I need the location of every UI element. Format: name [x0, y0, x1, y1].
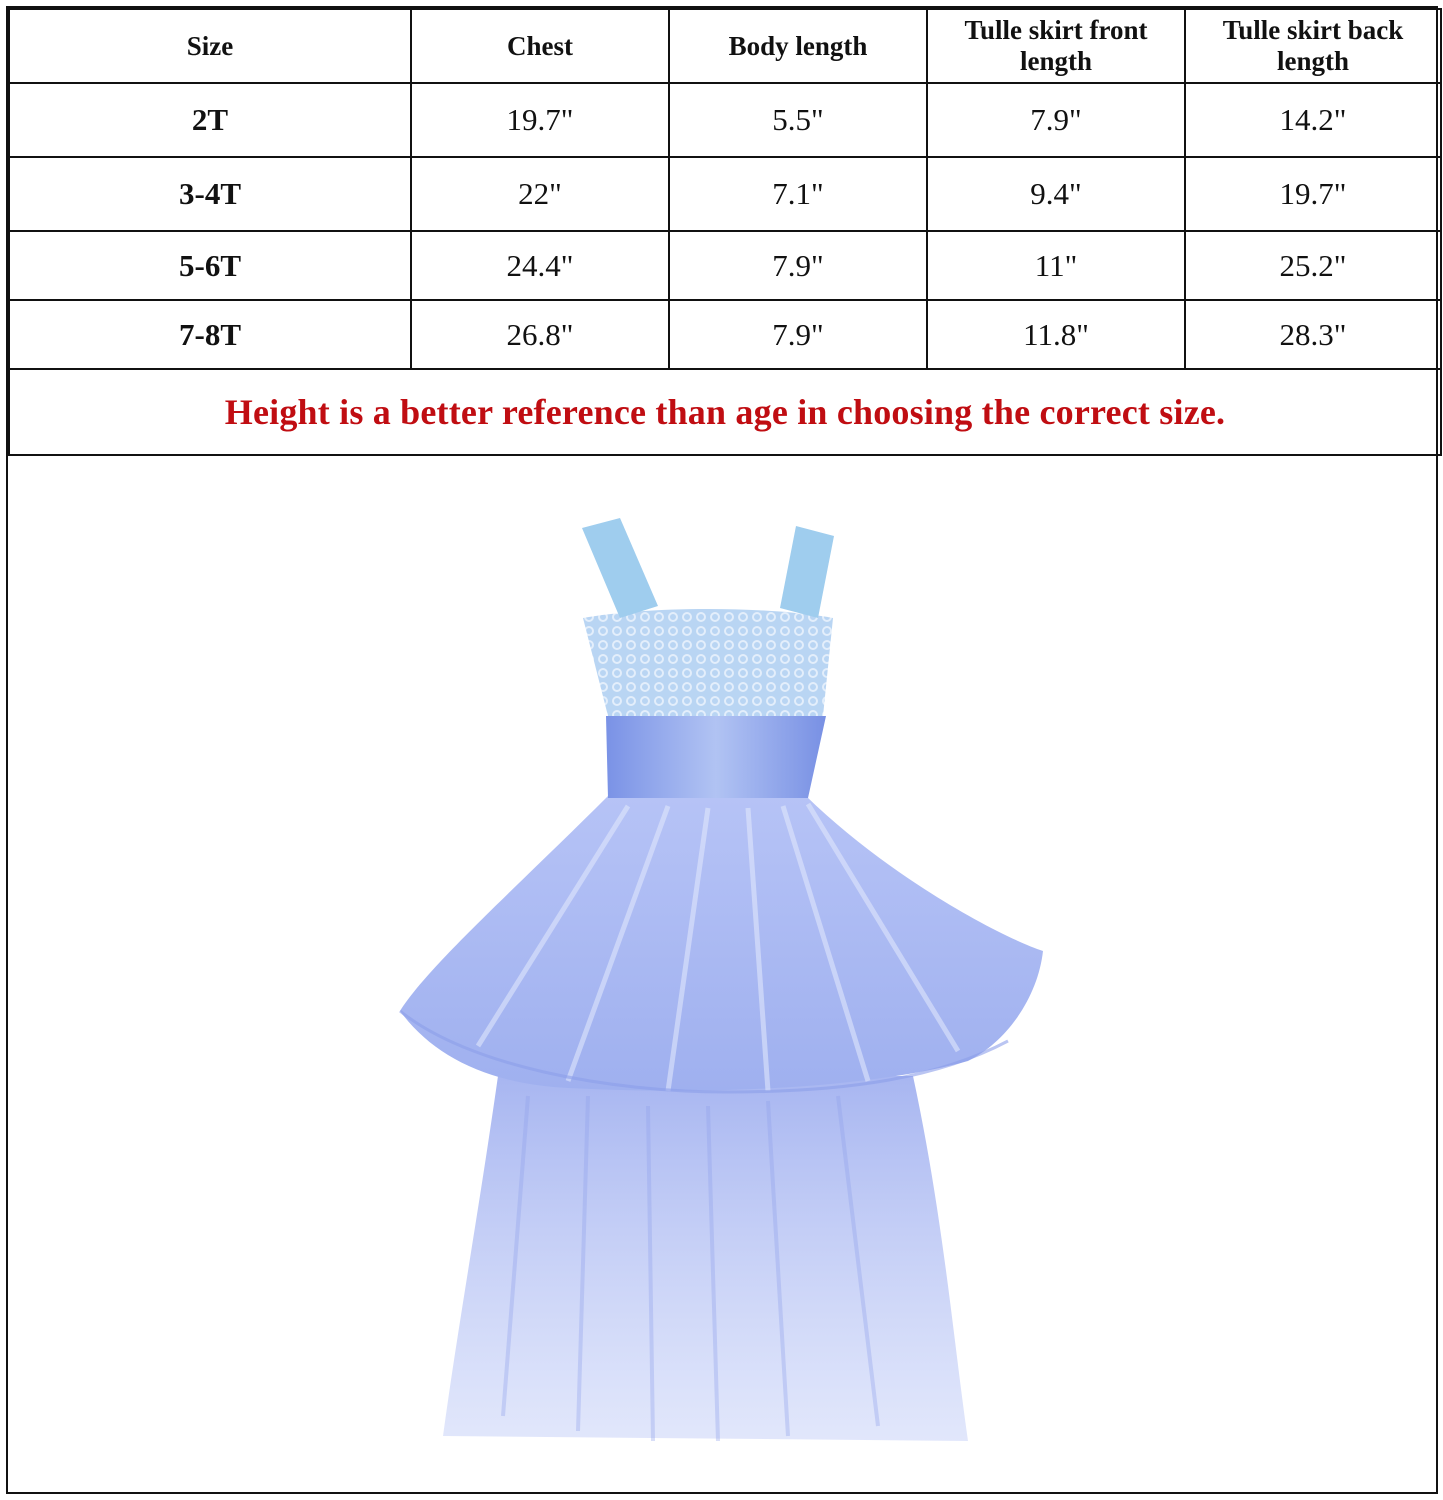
size-cell: 5-6T	[9, 231, 411, 300]
table-row	[9, 157, 1441, 231]
back-length-cell: 19.7"	[1185, 157, 1441, 231]
chest-cell: 19.7"	[411, 83, 669, 157]
product-photo	[8, 456, 1436, 1494]
back-length-cell: 28.3"	[1185, 300, 1441, 369]
crochet-bodice	[583, 609, 833, 716]
table-row	[9, 231, 1441, 300]
column-header-size: Size	[9, 9, 411, 83]
size-cell: 3-4T	[9, 157, 411, 231]
back-length-cell: 25.2"	[1185, 231, 1441, 300]
size-chart-table	[8, 8, 1442, 456]
body-length-cell: 7.9"	[669, 231, 927, 300]
front-length-cell: 7.9"	[927, 83, 1185, 157]
front-length-cell: 11"	[927, 231, 1185, 300]
column-header-front-length: Tulle skirt front length	[927, 9, 1185, 83]
chest-cell: 22"	[411, 157, 669, 231]
note-row	[9, 369, 1441, 455]
dress-icon	[8, 456, 1436, 1494]
table-row	[9, 300, 1441, 369]
column-header-body-length: Body length	[669, 9, 927, 83]
right-strap	[780, 526, 834, 618]
size-chart-sheet	[6, 6, 1438, 1494]
table-header-row	[9, 9, 1441, 83]
satin-sash	[606, 716, 826, 798]
chest-cell: 26.8"	[411, 300, 669, 369]
sizing-note: Height is a better reference than age in choosing the correct size.	[9, 369, 1441, 455]
body-length-cell: 7.1"	[669, 157, 927, 231]
size-cell: 2T	[9, 83, 411, 157]
left-strap	[582, 518, 658, 618]
column-header-chest: Chest	[411, 9, 669, 83]
body-length-cell: 7.9"	[669, 300, 927, 369]
back-length-cell: 14.2"	[1185, 83, 1441, 157]
column-header-back-length: Tulle skirt back length	[1185, 9, 1441, 83]
back-train	[443, 1076, 968, 1441]
table-row	[9, 83, 1441, 157]
chest-cell: 24.4"	[411, 231, 669, 300]
size-cell: 7-8T	[9, 300, 411, 369]
tutu-skirt	[400, 796, 1043, 1091]
body-length-cell: 5.5"	[669, 83, 927, 157]
front-length-cell: 9.4"	[927, 157, 1185, 231]
front-length-cell: 11.8"	[927, 300, 1185, 369]
